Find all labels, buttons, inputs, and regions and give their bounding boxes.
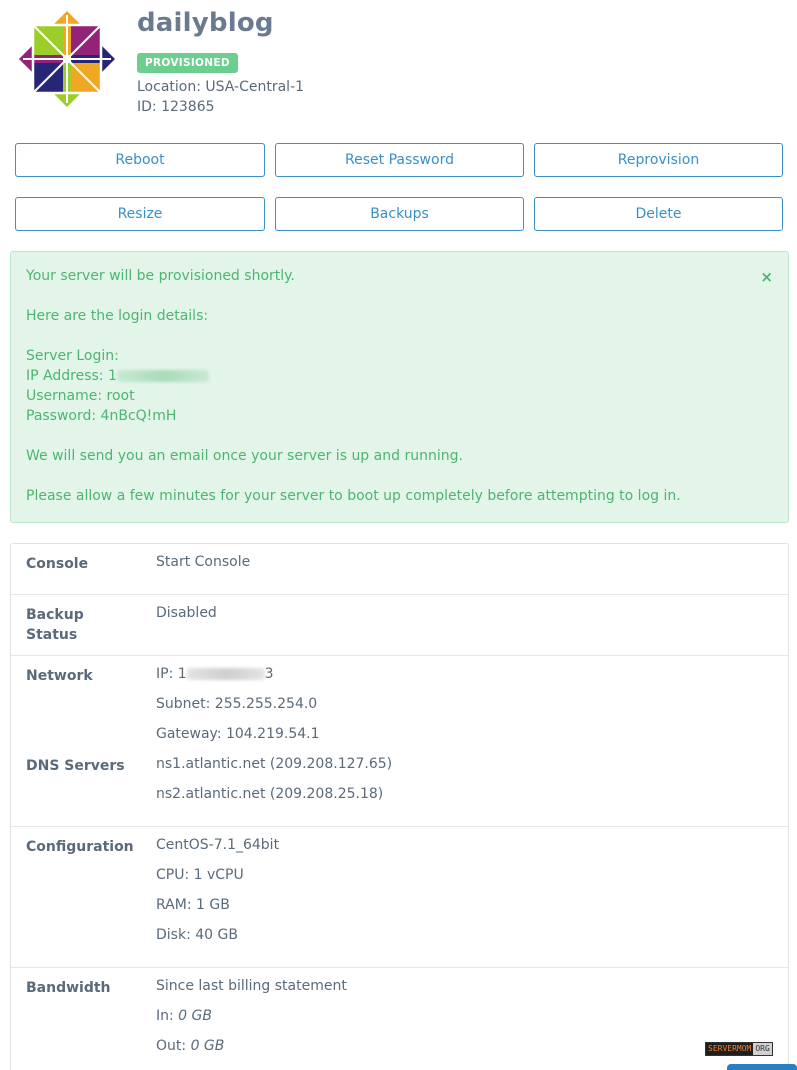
dns-server-1: ns1.atlantic.net (209.208.127.65) <box>156 756 393 772</box>
dns-servers-label: DNS Servers <box>26 758 125 774</box>
network-ip-prefix: IP: 1 <box>156 666 187 682</box>
config-os: CentOS-7.1_64bit <box>156 837 280 853</box>
reboot-button[interactable]: Reboot <box>15 143 265 177</box>
reprovision-button[interactable]: Reprovision <box>534 143 783 177</box>
server-name: dailyblog <box>137 8 274 38</box>
corner-tab[interactable] <box>727 1064 797 1070</box>
bandwidth-in-value: 0 GB <box>178 1008 212 1024</box>
console-label: Console <box>26 556 89 572</box>
watermark-part-2: ORG <box>755 1044 770 1053</box>
bandwidth-label: Bandwidth <box>26 980 111 996</box>
watermark-part-1: SERVERMOM <box>708 1044 752 1053</box>
backup-status-label: Backup Status <box>26 607 84 643</box>
bandwidth-in <box>156 1008 212 1024</box>
alert-email-note: We will send you an email once your server is up and running. <box>26 448 463 464</box>
backup-status-link[interactable]: Disabled <box>156 605 217 621</box>
alert-boot-note: Please allow a few minutes for your server to boot up completely before attempting to log in. <box>26 488 681 504</box>
status-badge: PROVISIONED <box>137 53 238 73</box>
close-icon[interactable]: × <box>760 268 773 286</box>
bandwidth-out-label: Out: <box>156 1038 191 1054</box>
network-ip-suffix: 3 <box>264 666 274 682</box>
config-cpu: CPU: 1 vCPU <box>156 867 244 883</box>
bandwidth-period: Since last billing statement <box>156 978 347 994</box>
network-ip <box>156 666 274 682</box>
alert-line-login-details: Here are the login details: <box>26 308 209 324</box>
configuration-row <box>11 827 788 968</box>
configuration-label: Configuration <box>26 839 134 855</box>
network-subnet: Subnet: 255.255.254.0 <box>156 696 318 712</box>
network-label: Network <box>26 668 93 684</box>
config-ram: RAM: 1 GB <box>156 897 230 913</box>
bandwidth-out-value: 0 GB <box>190 1038 225 1054</box>
alert-ip-label: IP Address: 1 <box>26 368 117 384</box>
provisioning-alert <box>10 251 789 523</box>
network-gateway: Gateway: 104.219.54.1 <box>156 726 320 742</box>
dns-server-2: ns2.atlantic.net (209.208.25.18) <box>156 786 384 802</box>
resize-button[interactable]: Resize <box>15 197 265 231</box>
redacted-ip <box>187 668 265 680</box>
bandwidth-in-label: In: <box>156 1008 179 1024</box>
alert-line-provisioned: Your server will be provisioned shortly. <box>26 268 295 284</box>
alert-server-login: Server Login: <box>26 348 119 364</box>
network-row <box>11 656 788 827</box>
backups-button[interactable]: Backups <box>275 197 524 231</box>
server-location: Location: USA-Central-1 <box>137 79 305 95</box>
bandwidth-row <box>11 968 788 1070</box>
server-id: ID: 123865 <box>137 99 215 115</box>
start-console-link[interactable]: Start Console <box>156 554 251 570</box>
watermark <box>705 1042 773 1056</box>
alert-password: Password: 4nBcQ!mH <box>26 408 177 424</box>
server-header <box>0 0 797 130</box>
reset-password-button[interactable]: Reset Password <box>275 143 524 177</box>
alert-ip-address <box>26 368 209 384</box>
config-disk: Disk: 40 GB <box>156 927 238 943</box>
server-details-panel <box>10 543 789 1070</box>
bandwidth-out <box>156 1038 224 1054</box>
redacted-ip <box>117 370 209 382</box>
delete-button[interactable]: Delete <box>534 197 783 231</box>
centos-logo <box>19 11 115 107</box>
alert-username: Username: root <box>26 388 135 404</box>
backup-status-row <box>11 595 788 656</box>
console-row <box>11 544 788 595</box>
